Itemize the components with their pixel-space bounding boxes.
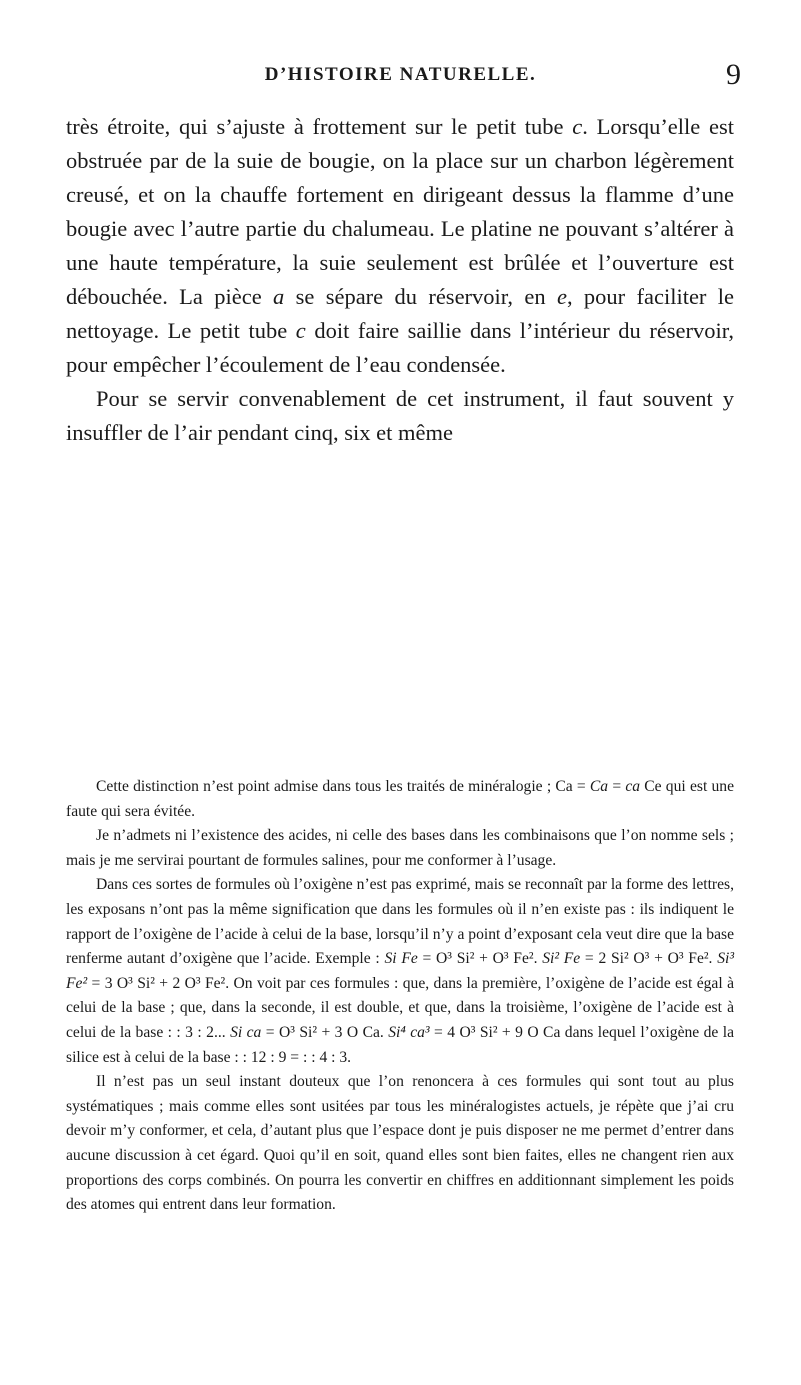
text-run: = O³ Si² + O³ Fe². [417,950,543,968]
italic-symbol: ca [625,778,641,795]
footnote-1 [66,775,734,824]
paragraph-1 [66,110,734,382]
text-run: Dans ces sortes de formules où l’oxigène n’est pas exprimé, mais se reconnaît par la forme des lettres, les exposans n’ont pas la même signification que dans les formules où il n’en existe pas : ils indiquent le rapport de l’oxigène de l’acide à celui de la base, lorsqu’il n’y a point d’exposant cela veut dire que la base renferme autant d’oxigène que l’acide. Exemple : [66,876,734,968]
footnote-3 [66,873,734,1070]
text-run: = 4 O³ Si² + 9 O Ca dans lequel l’oxigène de la silice est à celui de la base : : 12 : 9 = : : 4 : 3. [66,1023,735,1066]
italic-formula: Si Fe [384,950,418,968]
paragraph-2: Pour se servir convenablement de cet instrument, il faut souvent y insuffler de l’air pendant cinq, six et même [66,386,734,445]
footnote-2: Je n’admets ni l’existence des acides, ni celle des bases dans les combinaisons que l’on nomme sels ; mais je me servirai pourtant de formules salines, pour me conformer à l’usage. [66,827,734,869]
page-number: 9 [726,58,741,91]
text-run: très étroite, qui s’ajuste à frottement sur le petit tube [66,114,573,139]
italic-letter: c [572,114,583,139]
text-run: = 2 Si² O³ + O³ Fe². [580,950,718,968]
text-run: Cette distinction n’est point admise dans tous les traités de minéralogie ; Ca = [96,778,590,795]
italic-letter: c [295,318,306,343]
text-run: se sépare du réservoir, en [284,284,557,309]
text-run: doit faire saillie dans l’intérieur du réservoir, pour empêcher l’écoulement de l’eau condensée. [66,318,735,377]
italic-formula: Si⁴ ca³ [388,1023,430,1041]
italic-formula: Si² Fe [542,950,581,968]
text-run: . Lorsqu’elle est obstruée par de la suie de bougie, on la place sur un charbon légèrement creusé, et on la chauffe fortement en dirigeant dessus la flamme d’une bougie avec l’autre partie du chalumeau. Le platine ne pouvant s’altérer à une haute température, la suie seulement est brûlée et l’ouverture est débouchée. La pièce [66,114,734,309]
italic-formula: Si³ Fe² [66,950,734,992]
text-run: = [608,778,626,795]
text-run: = 3 O³ Si² + 2 O³ Fe². On voit par ces formules : que, dans la première, l’oxigène de l’acide est égal à celui de la base ; que, dans la seconde, il est double, et que, dans la troisième, l’oxigène de l’acide est à celui de la base : : 3 : 2... [66,974,734,1041]
italic-formula: Si ca [230,1023,262,1041]
italic-letter: a [273,284,285,309]
footnote-4: Il n’est pas un seul instant douteux que l’on renoncera à ces formules qui sont tout au plus systématiques ; mais comme elles sont usitées par tous les minéralogistes actuels, je répète que j’ai cru devoir m’y conformer, et cela, d’autant plus que l’espace dont je puis disposer ne me permet d’entrer dans aucune discussion à cet égard. Quoi qu’il en soit, quand elles sont bien faites, elles ne changent rien aux proportions des corps combinés. On pourra les convertir en chiffres en additionnant simplement les poids des atomes qui entrent dans leur formation. [66,1073,734,1214]
italic-symbol: Ca [589,778,609,795]
italic-letter: e [556,284,567,309]
running-title: D’HISTOIRE NATURELLE. [264,64,537,85]
main-text [66,110,734,450]
text-run: Ce qui est une faute qui sera évitée. [66,778,734,820]
text-run: , pour faciliter le nettoyage. Le petit tube [66,284,735,343]
footnotes [66,775,734,1218]
running-head [0,58,801,94]
text-run: = O³ Si² + 3 O Ca. [261,1023,389,1041]
